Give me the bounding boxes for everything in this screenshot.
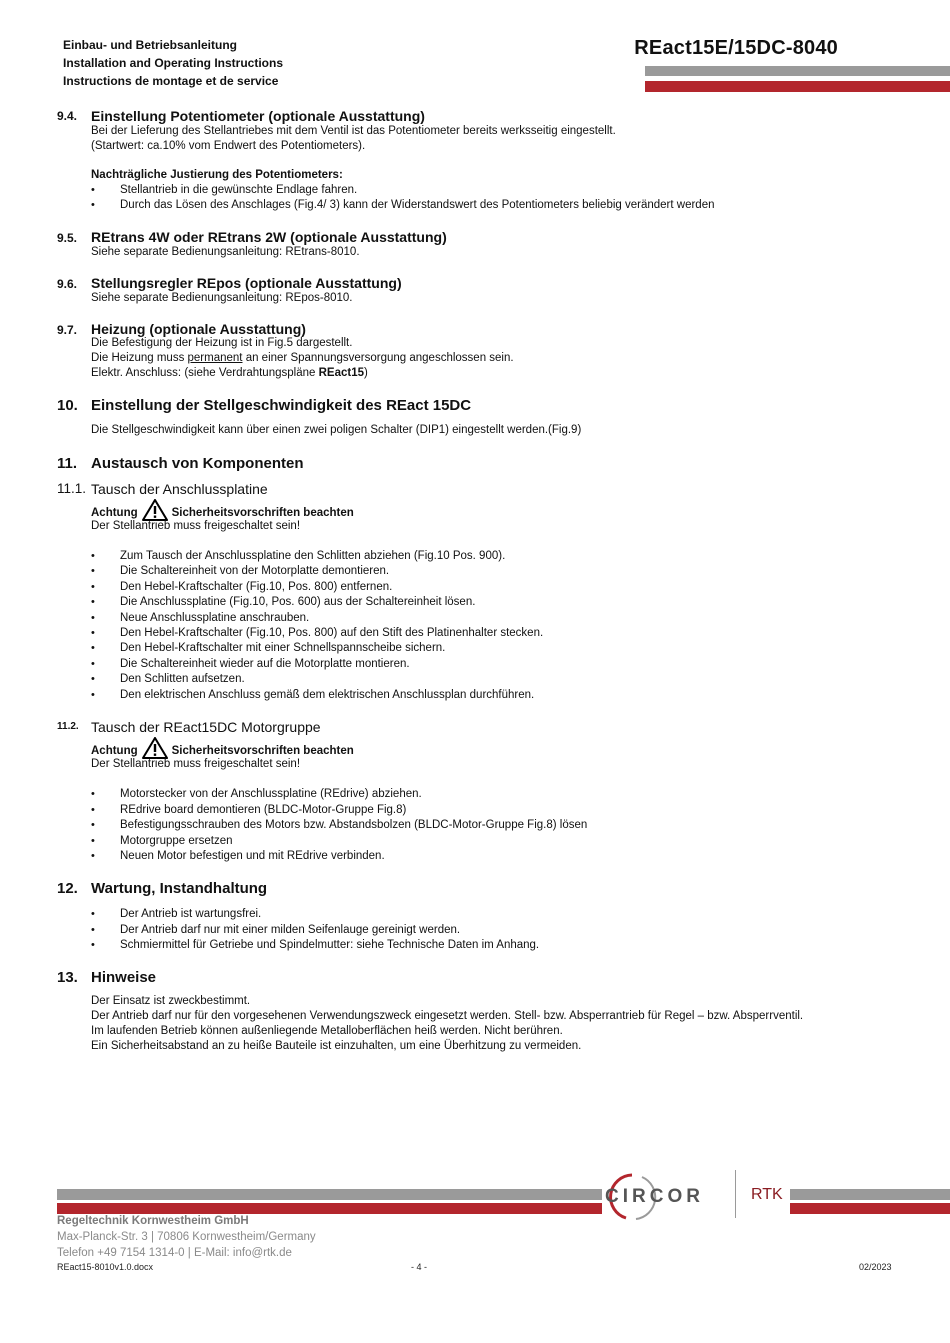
list-item: Die Schaltereinheit wieder auf die Motorplatte montieren. xyxy=(120,657,410,670)
note: Der Stellantrieb muss freigeschaltet sein! xyxy=(91,758,301,770)
list-item: Befestigungsschrauben des Motors bzw. Abstandsbolzen (BLDC-Motor-Gruppe Fig.8) lösen xyxy=(120,819,588,831)
section-title: Austausch von Komponenten xyxy=(91,455,304,472)
list-item: Motorgruppe ersetzen xyxy=(120,834,233,847)
list-item: Der Antrieb ist wartungsfrei. xyxy=(120,908,262,920)
paragraph: (Startwert: ca.10% vom Endwert des Potentiometers). xyxy=(91,140,366,152)
footer-red-bar-right xyxy=(790,1203,950,1214)
section-number: 12. xyxy=(57,880,78,897)
paragraph: Siehe separate Bedienungsanleitung: REpos-8010. xyxy=(91,292,353,304)
list-item: Neue Anschlussplatine anschrauben. xyxy=(120,611,310,624)
section-title: Stellungsregler REpos (optionale Ausstattung) xyxy=(91,275,402,291)
paragraph: Der Antrieb darf nur für den vorgesehenen Verwendungszweck eingesetzt werden. Stell- bzw. Absperrantrieb für Regel – bzw. Absperrventil. xyxy=(91,1010,804,1022)
page-number: - 4 - xyxy=(411,1262,428,1272)
bullet-icon: • xyxy=(91,939,95,951)
bullet-icon: • xyxy=(91,627,95,639)
list-item: Den Schlitten aufsetzen. xyxy=(120,673,245,686)
warning-line: Achtung Sicherheitsvorschriften beachten xyxy=(91,737,354,760)
header-title-fr: Instructions de montage et de service xyxy=(63,74,279,88)
list-item: Den Hebel-Kraftschalter mit einer Schnellspannscheibe sichern. xyxy=(120,642,446,655)
note: Der Stellantrieb muss freigeschaltet sein! xyxy=(91,520,301,532)
footer-grey-bar-right xyxy=(790,1189,950,1200)
warning-triangle-icon xyxy=(142,499,168,521)
section-number: 13. xyxy=(57,969,78,986)
bullet-icon: • xyxy=(91,673,95,686)
paragraph: Die Stellgeschwindigkeit kann über einen zwei poligen Schalter (DIP1) eingestellt werden.(Fig.9) xyxy=(91,424,582,436)
company-contact: Telefon +49 7154 1314-0 | E-Mail: info@rtk.de xyxy=(57,1247,292,1259)
paragraph: Der Einsatz ist zweckbestimmt. xyxy=(91,995,251,1007)
warning-triangle-icon xyxy=(142,737,168,759)
bullet-icon: • xyxy=(91,908,95,920)
bullet-icon: • xyxy=(91,199,95,211)
bullet-icon: • xyxy=(91,565,95,578)
bullet-icon: • xyxy=(91,657,95,670)
list-item: Den elektrischen Anschluss gemäß dem elektrischen Anschlussplan durchführen. xyxy=(120,688,535,701)
paragraph: Elektr. Anschluss: (siehe Verdrahtungspläne REact15) xyxy=(91,367,368,379)
bullet-icon: • xyxy=(91,688,95,701)
list-item: Der Antrieb darf nur mit einer milden Seifenlauge gereinigt werden. xyxy=(120,923,461,936)
section-number: 9.6. xyxy=(57,277,78,291)
bullet-icon: • xyxy=(91,819,95,831)
company-address: Max-Planck-Str. 3 | 70806 Kornwestheim/Germany xyxy=(57,1231,316,1243)
bullet-icon: • xyxy=(91,803,95,816)
section-number: 10. xyxy=(57,397,78,414)
section-title: REtrans 4W oder REtrans 2W (optionale Ausstattung) xyxy=(91,229,447,245)
list-item: Den Hebel-Kraftschalter (Fig.10, Pos. 800) entfernen. xyxy=(120,580,393,593)
bullet-icon: • xyxy=(91,923,95,936)
section-number: 9.7. xyxy=(57,323,78,337)
bullet-icon: • xyxy=(91,788,95,800)
rtk-logo: RTK xyxy=(751,1186,783,1203)
bullet-icon: • xyxy=(91,596,95,609)
list-item: Stellantrieb in die gewünschte Endlage fahren. xyxy=(120,184,358,196)
bullet-icon: • xyxy=(91,642,95,655)
footer-red-bar xyxy=(57,1203,602,1214)
list-item: Den Hebel-Kraftschalter (Fig.10, Pos. 800) auf den Stift des Platinenhalter stecken. xyxy=(120,627,544,639)
section-number: 9.4. xyxy=(57,109,78,123)
section-title: Tausch der REact15DC Motorgruppe xyxy=(91,719,321,735)
list-item: Zum Tausch der Anschlussplatine den Schlitten abziehen (Fig.10 Pos. 900). xyxy=(120,550,506,562)
paragraph: Siehe separate Bedienungsanleitung: REtrans-8010. xyxy=(91,246,360,258)
bullet-icon: • xyxy=(91,550,95,562)
bullet-icon: • xyxy=(91,184,95,196)
header-grey-bar xyxy=(645,66,950,76)
document-id: REact15E/15DC-8040 xyxy=(634,37,838,59)
bullet-icon: • xyxy=(91,850,95,862)
paragraph: Die Befestigung der Heizung ist in Fig.5 dargestellt. xyxy=(91,337,353,349)
logo-divider xyxy=(735,1170,736,1218)
footer-grey-bar xyxy=(57,1189,602,1200)
section-title: Tausch der Anschlussplatine xyxy=(91,481,268,497)
list-item: Schmiermittel für Getriebe und Spindelmutter: siehe Technische Daten im Anhang. xyxy=(120,939,540,951)
list-item: Neuen Motor befestigen und mit REdrive verbinden. xyxy=(120,850,385,862)
bullet-icon: • xyxy=(91,580,95,593)
company-name: Regeltechnik Kornwestheim GmbH xyxy=(57,1215,249,1227)
section-number: 9.5. xyxy=(57,231,78,245)
paragraph: Ein Sicherheitsabstand an zu heiße Bauteile ist einzuhalten, um eine Überhitzung zu vermeiden. xyxy=(91,1040,582,1052)
list-item: Die Anschlussplatine (Fig.10, Pos. 600) aus der Schaltereinheit lösen. xyxy=(120,596,476,609)
list-item: Durch das Lösen des Anschlages (Fig.4/ 3) kann der Widerstandswert des Potentiometers beliebig verändert werden xyxy=(120,199,715,211)
bullet-icon: • xyxy=(91,834,95,847)
section-number: 11.2. xyxy=(57,721,79,732)
section-title: Heizung (optionale Ausstattung) xyxy=(91,321,306,337)
section-title: Hinweise xyxy=(91,969,157,986)
list-item: Die Schaltereinheit von der Motorplatte demontieren. xyxy=(120,565,390,578)
warning-line: Achtung Sicherheitsvorschriften beachten xyxy=(91,499,354,522)
section-title: Wartung, Instandhaltung xyxy=(91,880,268,897)
section-title: Einstellung der Stellgeschwindigkeit des REact 15DC xyxy=(91,397,472,414)
document-date: 02/2023 xyxy=(859,1262,892,1272)
list-item: Motorstecker von der Anschlussplatine (REdrive) abziehen. xyxy=(120,788,422,800)
list-item: REdrive board demontieren (BLDC-Motor-Gruppe Fig.8) xyxy=(120,803,407,816)
header-red-bar xyxy=(645,81,950,92)
section-number: 11. xyxy=(57,455,78,472)
file-name: REact15-8010v1.0.docx xyxy=(57,1262,154,1272)
section-number: 11.1. xyxy=(57,481,87,496)
paragraph: Die Heizung muss permanent an einer Spannungsversorgung angeschlossen sein. xyxy=(91,352,514,364)
subheading: Nachträgliche Justierung des Potentiometers: xyxy=(91,169,343,181)
circor-logo: CIRCOR xyxy=(605,1186,704,1207)
section-title: Einstellung Potentiometer (optionale Ausstattung) xyxy=(91,108,425,124)
paragraph: Bei der Lieferung des Stellantriebes mit dem Ventil ist das Potentiometer bereits werksseitig eingestellt. xyxy=(91,125,616,137)
header-title-en: Installation and Operating Instructions xyxy=(63,56,284,70)
paragraph: Im laufenden Betrieb können außenliegende Metalloberflächen heiß werden. Nicht berühren. xyxy=(91,1025,563,1037)
header-title-de: Einbau- und Betriebsanleitung xyxy=(63,38,238,52)
bullet-icon: • xyxy=(91,611,95,624)
